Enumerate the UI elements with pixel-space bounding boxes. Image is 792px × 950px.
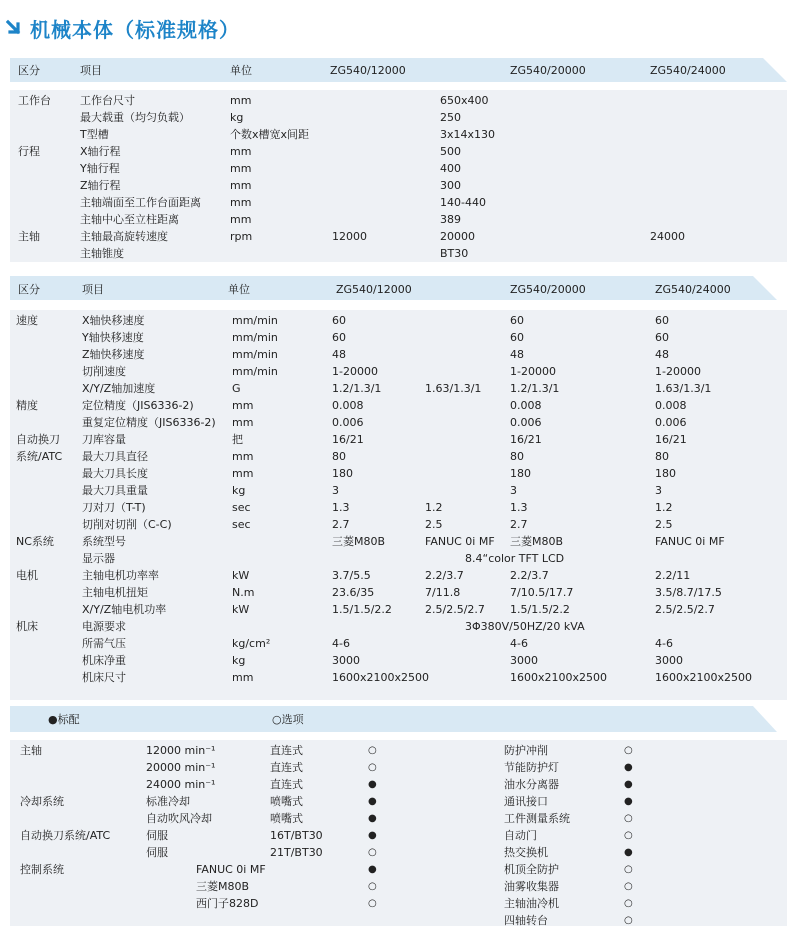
table-cell: Y轴快移速度 [82, 331, 144, 344]
table-cell: 最大刀具重量 [82, 484, 148, 497]
option-cell: 16T/BT30 [270, 829, 323, 842]
option-cell: 21T/BT30 [270, 846, 323, 859]
option-cell: 20000 min⁻¹ [146, 761, 216, 774]
legend-optional: ○选项 [272, 713, 304, 726]
table-cell: mm/min [232, 348, 278, 361]
option-cell: 喷嘴式 [270, 795, 303, 808]
table-cell: 定位精度（JIS6336-2) [82, 399, 194, 412]
option-cell: 机顶全防护 [504, 863, 559, 876]
table-cell: 3000 [332, 654, 360, 667]
header-corner [753, 276, 777, 300]
option-marker: ○ [368, 745, 377, 756]
table-row [10, 194, 787, 211]
option-cell: 自动换刀系统/ATC [20, 829, 111, 842]
table-cell: 400 [440, 162, 461, 175]
table-row [10, 635, 787, 652]
table-cell: 60 [332, 331, 346, 344]
table-row [10, 92, 787, 109]
table-cell: N.m [232, 586, 255, 599]
table-cell: 0.008 [510, 399, 542, 412]
table-cell: 3 [655, 484, 662, 497]
table-row [10, 211, 787, 228]
table-cell: 16/21 [655, 433, 687, 446]
table-cell: 1.5/1.5/2.2 [510, 603, 570, 616]
table-cell: 速度 [16, 314, 38, 327]
table-cell: 所需气压 [82, 637, 126, 650]
table-row [10, 160, 787, 177]
table-cell: 4-6 [510, 637, 528, 650]
table-row [10, 601, 787, 618]
table-cell: T型槽 [80, 128, 109, 141]
table-cell: 1600x2100x2500 [655, 671, 753, 684]
option-row-right [10, 895, 787, 912]
table-cell: 2.2/11 [655, 569, 691, 582]
table-cell: X轴行程 [80, 145, 121, 158]
table-cell: 60 [510, 314, 524, 327]
table-cell: 主轴 [18, 230, 40, 243]
spec-table-machine-body [10, 58, 787, 266]
option-marker: ○ [624, 745, 633, 756]
option-cell: 24000 min⁻¹ [146, 778, 216, 791]
table-cell: 80 [655, 450, 669, 463]
table-cell: 工作台 [18, 94, 51, 107]
table-cell: 三菱M80B [510, 535, 564, 548]
table-cell: 3 [510, 484, 517, 497]
table-cell: 电源要求 [82, 620, 126, 633]
option-cell: 自动吹风冷却 [146, 812, 212, 825]
table-cell: 1-20000 [332, 365, 378, 378]
table-cell: 2.2/3.7 [510, 569, 549, 582]
table-cell: 重复定位精度（JIS6336-2) [82, 416, 216, 429]
table-cell: Y轴行程 [80, 162, 120, 175]
table-cell: 24000 [650, 230, 685, 243]
table-cell: FANUC 0i MF [655, 535, 725, 548]
header-cell: 单位 [228, 283, 250, 296]
table-row [10, 228, 787, 245]
option-cell: 西门子828D [196, 897, 259, 910]
table-row [10, 482, 787, 499]
option-row-right [10, 810, 787, 827]
table-cell: 精度 [16, 399, 38, 412]
table-cell: kg/cm² [232, 637, 271, 650]
table-cell: 自动换刀 [16, 433, 60, 446]
header-cell: 单位 [230, 64, 252, 77]
table-cell: X轴快移速度 [82, 314, 145, 327]
table-cell: 80 [332, 450, 346, 463]
table-row [10, 533, 787, 550]
option-row-right [10, 827, 787, 844]
table-cell: FANUC 0i MF [425, 535, 495, 548]
header-corner [763, 58, 787, 82]
header-cell: 区分 [18, 64, 40, 77]
table-cell: mm [230, 179, 252, 192]
table-cell: 3 [332, 484, 339, 497]
table-cell: 1.2/1.3/1 [332, 382, 382, 395]
table-cell: 1.5/1.5/2.2 [332, 603, 392, 616]
table-cell: 20000 [440, 230, 475, 243]
option-marker: ● [368, 830, 377, 841]
table-cell: 1.63/1.3/1 [655, 382, 712, 395]
table-cell: 1600x2100x2500 [510, 671, 608, 684]
option-row-right [10, 776, 787, 793]
table-row [10, 431, 787, 448]
header-cell: ZG540/24000 [655, 283, 731, 296]
header-cell: 项目 [82, 283, 104, 296]
table-cell: Z轴快移速度 [82, 348, 145, 361]
header-cell: ZG540/20000 [510, 64, 586, 77]
table-cell: 0.008 [655, 399, 687, 412]
table-cell: 主轴电机扭矩 [82, 586, 148, 599]
table-cell: 4-6 [655, 637, 673, 650]
table-row [10, 584, 787, 601]
table-cell: 1.2 [655, 501, 673, 514]
table-cell: BT30 [440, 247, 469, 260]
option-marker: ● [368, 813, 377, 824]
option-cell: 自动门 [504, 829, 537, 842]
table-cell: 16/21 [510, 433, 542, 446]
option-marker: ● [624, 762, 633, 773]
option-row-right [10, 878, 787, 895]
table-cell: 机床尺寸 [82, 671, 126, 684]
table-cell: 电机 [16, 569, 38, 582]
table-cell: mm [230, 162, 252, 175]
table-row [10, 397, 787, 414]
option-marker: ● [368, 796, 377, 807]
table-cell: mm/min [232, 365, 278, 378]
table-cell: 刀库容量 [82, 433, 126, 446]
table-row [10, 312, 787, 329]
table-cell: 4-6 [332, 637, 350, 650]
option-row-right [10, 793, 787, 810]
table-row [10, 669, 787, 686]
table-cell: sec [232, 518, 251, 531]
table-cell: 48 [510, 348, 524, 361]
option-cell: 12000 min⁻¹ [146, 744, 216, 757]
table-cell: 机床净重 [82, 654, 126, 667]
table-cell: 1-20000 [510, 365, 556, 378]
option-cell: 冷却系统 [20, 795, 64, 808]
table-cell: 300 [440, 179, 461, 192]
option-marker: ○ [624, 830, 633, 841]
table-cell: 2.7 [332, 518, 350, 531]
option-marker: ○ [368, 881, 377, 892]
table-cell: 140-440 [440, 196, 486, 209]
option-row-right [10, 844, 787, 861]
option-cell: 主轴 [20, 744, 42, 757]
option-cell: 控制系统 [20, 863, 64, 876]
table-cell: 最大刀具长度 [82, 467, 148, 480]
table-cell: 60 [655, 314, 669, 327]
option-cell: 标准冷却 [146, 795, 190, 808]
table-cell: 1-20000 [655, 365, 701, 378]
page-title: 机械本体（标准规格） [30, 18, 240, 42]
table-cell: mm [230, 196, 252, 209]
table-row [10, 448, 787, 465]
table-cell: 0.006 [510, 416, 542, 429]
option-cell: 直连式 [270, 778, 303, 791]
option-marker: ○ [624, 881, 633, 892]
table-cell: 80 [510, 450, 524, 463]
table-row [10, 652, 787, 669]
options-table [10, 706, 787, 928]
table-row [10, 109, 787, 126]
header-corner [753, 706, 777, 732]
table-cell: 切削速度 [82, 365, 126, 378]
option-cell: 工件测量系统 [504, 812, 570, 825]
table-cell: 主轴电机功率率 [82, 569, 159, 582]
table-cell: 1.3 [510, 501, 528, 514]
option-marker: ○ [368, 762, 377, 773]
table-cell: mm [230, 94, 252, 107]
table-cell: sec [232, 501, 251, 514]
table-cell: X/Y/Z轴电机功率 [82, 603, 167, 616]
table-cell: 60 [510, 331, 524, 344]
table-cell: G [232, 382, 241, 395]
table-cell: 三菱M80B [332, 535, 386, 548]
table-cell: mm [232, 399, 254, 412]
option-marker: ○ [368, 847, 377, 858]
header-cell: 区分 [18, 283, 40, 296]
table-cell: 16/21 [332, 433, 364, 446]
table-cell: 1600x2100x2500 [332, 671, 430, 684]
option-cell: 油水分离器 [504, 778, 559, 791]
table-cell: 2.5/2.5/2.7 [655, 603, 715, 616]
table-cell: NC系统 [16, 535, 54, 548]
table-cell: 2.2/3.7 [425, 569, 464, 582]
table-cell: 2.5 [655, 518, 673, 531]
table-cell: 60 [332, 314, 346, 327]
option-cell: 伺服 [146, 846, 168, 859]
table-row [10, 414, 787, 431]
table-cell: 2.5 [425, 518, 443, 531]
table-cell: kW [232, 569, 250, 582]
table-cell: 工作台尺寸 [80, 94, 135, 107]
table-row [10, 346, 787, 363]
option-cell: 伺服 [146, 829, 168, 842]
legend-standard: ●标配 [48, 713, 80, 726]
table-row [10, 329, 787, 346]
table-cell: 8.4“color TFT LCD [465, 552, 565, 565]
option-marker: ○ [624, 898, 633, 909]
header-cell: ZG540/12000 [336, 283, 412, 296]
option-marker: ○ [624, 813, 633, 824]
table-cell: rpm [230, 230, 253, 243]
table-cell: 主轴中心至立柱距离 [80, 213, 179, 226]
table-row [10, 126, 787, 143]
table-row [10, 380, 787, 397]
header-cell: ZG540/20000 [510, 283, 586, 296]
table-cell: kg [232, 654, 246, 667]
legend-header [10, 706, 777, 732]
option-marker: ● [624, 779, 633, 790]
option-marker: ○ [368, 898, 377, 909]
table-cell: 0.006 [655, 416, 687, 429]
table-cell: 最大刀具直径 [82, 450, 148, 463]
table-cell: 48 [332, 348, 346, 361]
table-cell: Z轴行程 [80, 179, 121, 192]
table-cell: 180 [655, 467, 676, 480]
table-cell: 系统/ATC [16, 450, 63, 463]
option-cell: FANUC 0i MF [196, 863, 266, 876]
table-row [10, 465, 787, 482]
table-cell: 切削对切削（C-C) [82, 518, 172, 531]
option-cell: 三菱M80B [196, 880, 250, 893]
table-cell: 500 [440, 145, 461, 158]
table-cell: 7/10.5/17.7 [510, 586, 574, 599]
option-marker: ● [368, 779, 377, 790]
option-row-right [10, 759, 787, 776]
table-row [10, 516, 787, 533]
table-cell: 把 [232, 433, 243, 446]
option-cell: 节能防护灯 [504, 761, 559, 774]
table-cell: 7/11.8 [425, 586, 461, 599]
table-cell: 3x14x130 [440, 128, 496, 141]
spec-table-performance [10, 276, 787, 700]
table-cell: 1.2/1.3/1 [510, 382, 560, 395]
title-bar [0, 6, 792, 44]
option-cell: 热交换机 [504, 846, 548, 859]
table-cell: 0.006 [332, 416, 364, 429]
option-marker: ○ [624, 915, 633, 926]
option-cell: 通讯接口 [504, 795, 548, 808]
table-cell: 主轴最高旋转速度 [80, 230, 168, 243]
option-marker: ● [624, 796, 633, 807]
option-cell: 直连式 [270, 761, 303, 774]
header-cell: ZG540/24000 [650, 64, 726, 77]
table-cell: 389 [440, 213, 461, 226]
header-cell: ZG540/12000 [330, 64, 406, 77]
option-row-right [10, 912, 787, 929]
table-cell: 最大载重（均匀负载） [80, 111, 190, 124]
table-header [10, 58, 787, 82]
table-row [10, 177, 787, 194]
table-cell: 1.3 [332, 501, 350, 514]
option-cell: 主轴油冷机 [504, 897, 559, 910]
table-cell: kg [232, 484, 246, 497]
table-cell: 250 [440, 111, 461, 124]
table-cell: 1.2 [425, 501, 443, 514]
option-row-right [10, 861, 787, 878]
option-cell: 直连式 [270, 744, 303, 757]
table-cell: 3000 [510, 654, 538, 667]
header-cell: 项目 [80, 64, 102, 77]
table-cell: mm [232, 416, 254, 429]
table-cell: 行程 [18, 145, 40, 158]
table-cell: 180 [510, 467, 531, 480]
table-cell: mm [232, 450, 254, 463]
option-cell: 防护冲削 [504, 744, 548, 757]
table-cell: 2.7 [510, 518, 528, 531]
table-header [10, 276, 777, 300]
table-cell: 23.6/35 [332, 586, 375, 599]
table-cell: 12000 [332, 230, 367, 243]
option-cell: 油雾收集器 [504, 880, 559, 893]
table-cell: 显示器 [82, 552, 115, 565]
option-marker: ● [368, 864, 377, 875]
table-cell: mm/min [232, 314, 278, 327]
option-row-right [10, 742, 787, 759]
table-cell: mm [232, 671, 254, 684]
table-cell: 180 [332, 467, 353, 480]
table-cell: 1.63/1.3/1 [425, 382, 482, 395]
table-cell: 主轴锥度 [80, 247, 124, 260]
table-row [10, 499, 787, 516]
table-cell: 0.008 [332, 399, 364, 412]
table-cell: 主轴端面至工作台面距离 [80, 196, 201, 209]
arrow-down-right-icon [6, 18, 24, 36]
table-cell: 60 [655, 331, 669, 344]
table-cell: 2.5/2.5/2.7 [425, 603, 485, 616]
table-cell: 48 [655, 348, 669, 361]
table-cell: 系统型号 [82, 535, 126, 548]
table-cell: 650x400 [440, 94, 489, 107]
table-cell: 机床 [16, 620, 38, 633]
table-cell: mm [232, 467, 254, 480]
table-cell: X/Y/Z轴加速度 [82, 382, 156, 395]
table-row [10, 618, 787, 635]
table-cell: kW [232, 603, 250, 616]
table-row [10, 550, 787, 567]
table-cell: mm [230, 213, 252, 226]
table-row [10, 143, 787, 160]
option-cell: 喷嘴式 [270, 812, 303, 825]
table-cell: mm/min [232, 331, 278, 344]
table-cell: 3.7/5.5 [332, 569, 371, 582]
option-marker: ○ [624, 864, 633, 875]
table-cell: mm [230, 145, 252, 158]
option-marker: ● [624, 847, 633, 858]
table-cell: 3.5/8.7/17.5 [655, 586, 722, 599]
table-cell: 3Φ380V/50HZ/20 kVA [465, 620, 585, 633]
table-cell: 个数x槽宽x间距 [230, 128, 310, 141]
table-cell: 刀对刀（T-T) [82, 501, 146, 514]
table-cell: 3000 [655, 654, 683, 667]
table-cell: kg [230, 111, 244, 124]
table-row [10, 363, 787, 380]
table-row [10, 245, 787, 262]
table-row [10, 567, 787, 584]
option-cell: 四轴转台 [504, 914, 548, 927]
